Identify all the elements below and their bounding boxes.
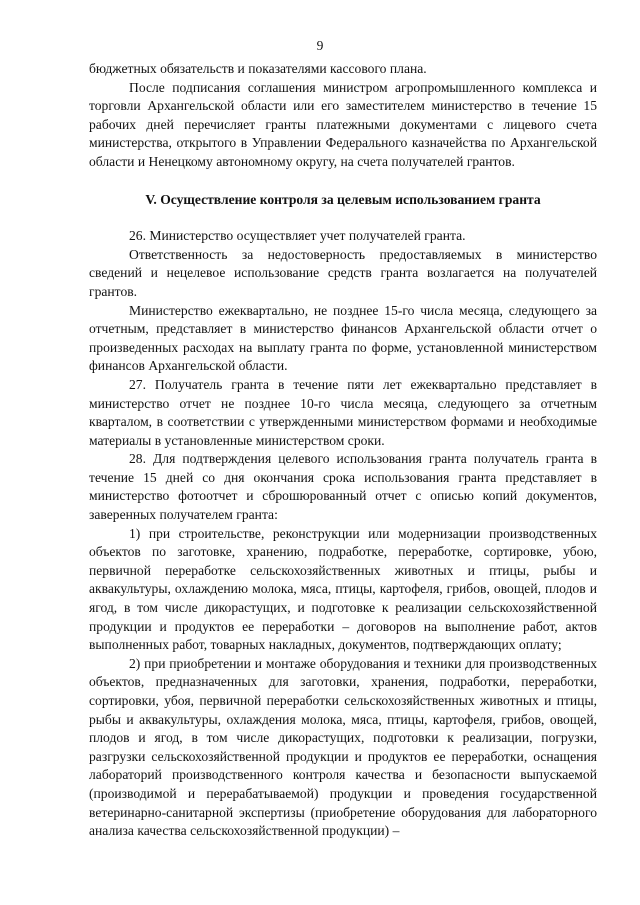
- page-number: 9: [316, 38, 324, 53]
- paragraph-subitem-1: 1) при строительстве, реконструкции или модернизации производственных объектов по заготовке, хранению, подработке, переработке, сортировке, убою, первичной переработке сельскохозяйственных животных и птицы, рыбы и аквакультуры, охлаждению молока, мяса, птицы, картофеля, грибов, овощей, плодов и ягод, в том числе дикорастущих, и подготовке к реализации сельскохозяйственной продукции и продуктов ее переработки – договоров на выполнение работ, актов выполненных работ, товарных накладных, документов, подтверждающих оплату;: [89, 525, 597, 653]
- section-heading: V. Осуществление контроля за целевым использованием гранта: [145, 191, 541, 207]
- paragraph-quarterly-report: Министерство ежеквартально, не позднее 15-го числа месяца, следующего за отчетным, представляет в министерство финансов Архангельской области отчет о произведенных расходах на выплату гранта по форме, установленной министерством финансов Архангельской области.: [89, 302, 597, 374]
- paragraph-item-26: 26. Министерство осуществляет учет получателей гранта.: [129, 228, 466, 244]
- paragraph-item-28: 28. Для подтверждения целевого использования гранта получатель гранта в течение 15 дней со дня окончания срока использования гранта представляет в министерство фотоотчет и сброшюрованный отчет с описью копий документов, заверенных получателем гранта:: [89, 451, 597, 523]
- paragraph-grant-transfer: После подписания соглашения министром агропромышленного комплекса и торговли Архангельской области или его заместителем министерство в течение 15 рабочих дней перечисляет гранты платежными документами с лицевого счета министерства, открытого в Управлении Федерального казначейства по Архангельской области и Ненецкому автономному округу, на счета получателей грантов.: [89, 79, 597, 169]
- paragraph-responsibility: Ответственность за недостоверность предоставляемых в министерство сведений и нецелевое использование средств гранта возлагается на получателей грантов.: [89, 246, 597, 299]
- document-body: [89, 60, 597, 841]
- paragraph-continuation: бюджетных обязательств и показателями кассового плана.: [89, 61, 427, 76]
- paragraph-subitem-2: 2) при приобретении и монтаже оборудования и техники для производственных объектов, предназначенных для заготовки, хранения, подработки, переработки, сортировки, убоя, первичной переработки сельскохозяйственных животных и птицы, рыбы и аквакультуры, охлаждения молока, мяса, птицы, картофеля, грибов, овощей, плодов и ягод, в том числе дикорастущих, подготовки к реализации, погрузки, разгрузки сельскохозяйственной продукции и продуктов ее переработки, оснащения лабораторий производственного контроля качества и безопасности выпускаемой (производимой и перерабатываемой) продукции и проведения государственной ветеринарно-санитарной экспертизы (приобретение оборудования для лабораторного анализа качества сельскохозяйственной продукции) –: [89, 655, 597, 839]
- paragraph-item-27: 27. Получатель гранта в течение пяти лет ежеквартально представляет в министерство отчет не позднее 10-го числа месяца, следующего за отчетным кварталом, в соответствии с утвержденными министерством формами и необходимые материалы в установленные министерством сроки.: [89, 376, 597, 448]
